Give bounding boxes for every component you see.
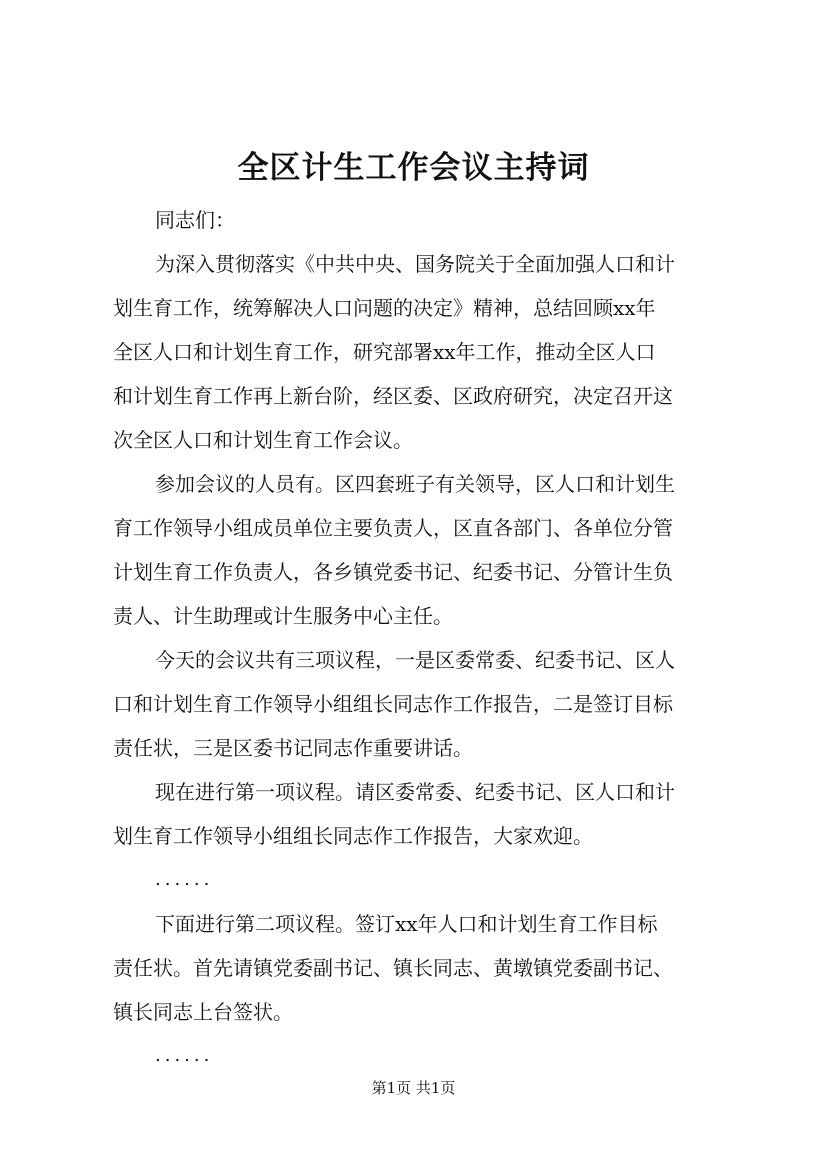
paragraph-5-line-3: 镇长同志上台签状。 <box>113 1000 293 1024</box>
paragraph-4-line-2: 划生育工作领导小组组长同志作工作报告，大家欢迎。 <box>113 824 593 848</box>
paragraph-1-line-4: 和计划生育工作再上新台阶，经区委、区政府研究，决定召开这 <box>113 384 673 408</box>
document-title: 全区计生工作会议主持词 <box>237 150 590 186</box>
paragraph-1-line-5: 次全区人口和计划生育工作会议。 <box>113 428 413 452</box>
page-footer: 第1页 共1页 <box>371 1079 456 1097</box>
paragraph-1-line-2: 划生育工作，统筹解决人口问题的决定》精神，总结回顾xx年 <box>113 296 656 320</box>
ellipsis-2: ...... <box>155 1045 214 1066</box>
paragraph-2-line-4: 责人、计生助理或计生服务中心主任。 <box>113 604 453 628</box>
paragraph-1-line-1: 为深入贯彻落实《中共中央、国务院关于全面加强人口和计 <box>155 252 675 276</box>
paragraph-2-line-3: 计划生育工作负责人，各乡镇党委书记、纪委书记、分管计生负 <box>113 560 673 584</box>
paragraph-5-line-2: 责任状。首先请镇党委副书记、镇长同志、黄墩镇党委副书记、 <box>113 956 673 980</box>
salutation-line: 同志们： <box>155 208 235 232</box>
paragraph-4-line-1: 现在进行第一项议程。请区委常委、纪委书记、区人口和计 <box>155 780 675 804</box>
paragraph-3-line-2: 口和计划生育工作领导小组组长同志作工作报告，二是签订目标 <box>113 692 673 716</box>
paragraph-1-line-3: 全区人口和计划生育工作，研究部署xx年工作，推动全区人口 <box>113 340 656 364</box>
paragraph-2-line-1: 参加会议的人员有。区四套班子有关领导，区人口和计划生 <box>155 472 675 496</box>
ellipsis-1: ...... <box>155 869 214 890</box>
paragraph-3-line-3: 责任状，三是区委书记同志作重要讲话。 <box>113 736 473 760</box>
paragraph-5-line-1: 下面进行第二项议程。签订xx年人口和计划生育工作目标 <box>155 912 658 936</box>
paragraph-2-line-2: 育工作领导小组成员单位主要负责人，区直各部门、各单位分管 <box>113 516 673 540</box>
document-body <box>113 198 733 1078</box>
paragraph-3-line-1: 今天的会议共有三项议程，一是区委常委、纪委书记、区人 <box>155 648 675 672</box>
